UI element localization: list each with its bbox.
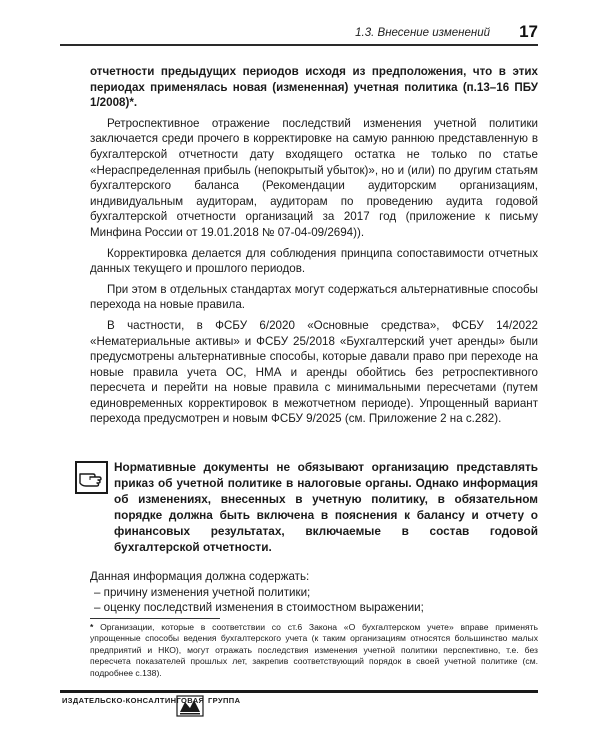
info-list <box>90 569 538 616</box>
footer-rule <box>60 690 538 693</box>
footnote <box>90 622 538 679</box>
list-item: – оценку последствий изменения в стоимостном выражении; <box>94 601 424 615</box>
publisher-logo-icon <box>176 694 204 718</box>
footnote-mark: * <box>90 622 94 632</box>
paragraph-5: В частности, в ФСБУ 6/2020 «Основные средства», ФСБУ 14/2022 «Нематериальные активы» и ФСБУ 25/2018 «Бухгалтерский учет аренды» были предусмотрены альтернативные способы, которые давали право при переходе на новые правила учета ОС, НМА и аренды обойтись без ретроспективного пересчета и перейти на новые правила с минимальными пересчетами (путем единовременных корректировок в межотчетном периоде). Упрощенный вариант перехода предусмотрен и новым ФСБУ 9/2025 (см. Приложение 2 на с.282). <box>90 318 538 426</box>
section-title: 1.3. Внесение изменений <box>355 27 490 39</box>
header-rule <box>60 44 538 46</box>
note-text: Нормативные документы не обязывают организацию представлять приказ об учетной политике в налоговые органы. Однако информация об изменениях, внесенных в учетную политику, в обязательном порядке должна быть включена в пояснения к балансу и отчету о финансовых результатах, включаемые в состав годовой бухгалтерской отчетности. <box>114 460 538 554</box>
publisher-name-left: ИЗДАТЕЛЬСКО-КОНСАЛТИНГОВАЯ <box>62 696 205 705</box>
page-number: 17 <box>519 22 538 41</box>
list-item: – причину изменения учетной политики; <box>94 585 311 599</box>
footnote-text: Организации, которые в соответствии со ст.6 Закона «О бухгалтерском учете» вправе применять упрощенные способы ведения бухгалтерского учета (к таким организациям относятся большинство малых предприятий и НКО), могут отражать последствия изменения учетной политики перспективно, т.е. без пересчета показателей прошлых лет, закрепив соответствующий порядок в своей учетной политике (см. подробнее с.138). <box>90 622 539 678</box>
main-text <box>90 64 538 432</box>
paragraph-4: При этом в отдельных стандартах могут содержаться альтернативные способы перехода на новые правила. <box>90 282 538 312</box>
paragraph-2: Ретроспективное отражение последствий изменения учетной политики заключается среди прочего в корректировке на самую раннюю представленную в бухгалтерской отчетности дату входящего остатка не только по статье «Нераспределенная прибыль (непокрытый убыток)», но и (или) по другим статьям бухгалтерского баланса (Рекомендации аудиторским организациям, индивидуальным аудиторам, аудиторам по проведению аудита годовой бухгалтерской отчетности организаций за 2017 год (приложение к письму Минфина России от 19.01.2018 № 07-04-09/2694)). <box>90 116 538 239</box>
footnote-rule <box>90 618 220 619</box>
list-intro: Данная информация должна содержать: <box>90 570 310 583</box>
paragraph-1: отчетности предыдущих периодов исходя из предположения, что в этих периодах применялась новая (измененная) учетная политика (п.13–16 ПБУ 1/2008)*. <box>90 65 538 110</box>
pointing-hand-icon <box>75 461 108 494</box>
paragraph-3: Корректировка делается для соблюдения принципа сопоставимости отчетных данных текущего и прошлого периодов. <box>90 246 538 276</box>
publisher-name-right: ГРУППА <box>208 696 241 705</box>
